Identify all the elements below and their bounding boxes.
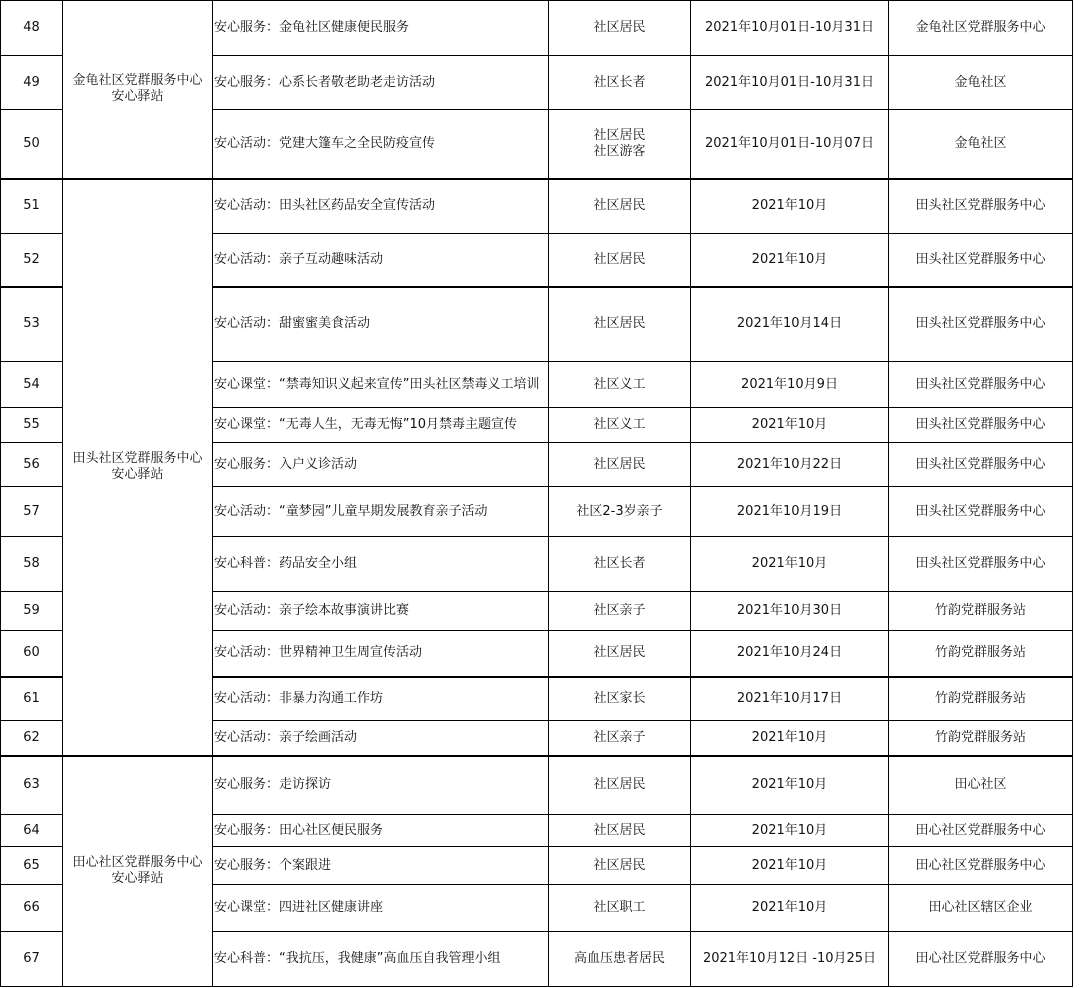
organizer: 金龟社区 (889, 110, 1073, 179)
row-number: 49 (1, 56, 63, 110)
activity-time: 2021年10月 (691, 179, 889, 234)
target-audience: 社区义工 (549, 362, 691, 408)
target-audience: 社区居民 (549, 179, 691, 234)
activity-name: 安心活动：甜蜜蜜美食活动 (213, 287, 549, 362)
row-number: 64 (1, 815, 63, 847)
table-row (1, 179, 1073, 234)
target-audience: 社区居民 社区游客 (549, 110, 691, 179)
target-audience: 社区义工 (549, 408, 691, 443)
target-audience: 社区家长 (549, 677, 691, 721)
activity-time: 2021年10月22日 (691, 443, 889, 487)
activity-name: 安心服务：走访探访 (213, 756, 549, 815)
target-audience: 社区居民 (549, 1, 691, 56)
activity-name: 安心科普：“我抗压，我健康”高血压自我管理小组 (213, 932, 549, 987)
activity-name: 安心活动：“童梦园”儿童早期发展教育亲子活动 (213, 487, 549, 537)
row-number: 66 (1, 885, 63, 932)
target-audience: 高血压患者居民 (549, 932, 691, 987)
activity-name: 安心科普：药品安全小组 (213, 537, 549, 592)
activity-time: 2021年10月12日 -10月25日 (691, 932, 889, 987)
activity-time: 2021年10月 (691, 721, 889, 756)
group-name: 田头社区党群服务中心 安心驿站 (63, 179, 213, 756)
organizer: 竹韵党群服务站 (889, 631, 1073, 677)
target-audience: 社区亲子 (549, 721, 691, 756)
activity-time: 2021年10月19日 (691, 487, 889, 537)
activity-time: 2021年10月01日-10月31日 (691, 56, 889, 110)
row-number: 52 (1, 234, 63, 287)
activity-time: 2021年10月 (691, 815, 889, 847)
group-name: 金龟社区党群服务中心 安心驿站 (63, 1, 213, 179)
row-number: 50 (1, 110, 63, 179)
activity-name: 安心服务：心系长者敬老助老走访活动 (213, 56, 549, 110)
row-number: 56 (1, 443, 63, 487)
activity-name: 安心课堂：“禁毒知识义起来宣传”田头社区禁毒义工培训 (213, 362, 549, 408)
organizer: 田心社区 (889, 756, 1073, 815)
target-audience: 社区居民 (549, 815, 691, 847)
activity-time: 2021年10月14日 (691, 287, 889, 362)
table-row (1, 1, 1073, 56)
organizer: 竹韵党群服务站 (889, 592, 1073, 631)
table-row (1, 756, 1073, 815)
organizer: 田心社区党群服务中心 (889, 847, 1073, 885)
row-number: 67 (1, 932, 63, 987)
target-audience: 社区长者 (549, 537, 691, 592)
activity-name: 安心服务：金龟社区健康便民服务 (213, 1, 549, 56)
target-audience: 社区长者 (549, 56, 691, 110)
activity-name: 安心服务：入户义诊活动 (213, 443, 549, 487)
activity-name: 安心活动：党建大篷车之全民防疫宣传 (213, 110, 549, 179)
row-number: 59 (1, 592, 63, 631)
organizer: 田心社区辖区企业 (889, 885, 1073, 932)
activity-time: 2021年10月30日 (691, 592, 889, 631)
activity-time: 2021年10月 (691, 847, 889, 885)
row-number: 54 (1, 362, 63, 408)
target-audience: 社区2-3岁亲子 (549, 487, 691, 537)
row-number: 58 (1, 537, 63, 592)
target-audience: 社区居民 (549, 287, 691, 362)
row-number: 62 (1, 721, 63, 756)
activity-name: 安心课堂：四进社区健康讲座 (213, 885, 549, 932)
organizer: 金龟社区 (889, 56, 1073, 110)
organizer: 田心社区党群服务中心 (889, 932, 1073, 987)
organizer: 田头社区党群服务中心 (889, 443, 1073, 487)
row-number: 65 (1, 847, 63, 885)
target-audience: 社区职工 (549, 885, 691, 932)
activity-name: 安心活动：世界精神卫生周宣传活动 (213, 631, 549, 677)
activity-name: 安心服务：个案跟进 (213, 847, 549, 885)
target-audience: 社区居民 (549, 443, 691, 487)
target-audience: 社区亲子 (549, 592, 691, 631)
activity-time: 2021年10月 (691, 756, 889, 815)
row-number: 57 (1, 487, 63, 537)
organizer: 田头社区党群服务中心 (889, 408, 1073, 443)
organizer: 田心社区党群服务中心 (889, 815, 1073, 847)
target-audience: 社区居民 (549, 631, 691, 677)
activity-time: 2021年10月 (691, 537, 889, 592)
activity-time: 2021年10月 (691, 885, 889, 932)
row-number: 60 (1, 631, 63, 677)
activity-time: 2021年10月 (691, 234, 889, 287)
organizer: 田头社区党群服务中心 (889, 287, 1073, 362)
organizer: 竹韵党群服务站 (889, 721, 1073, 756)
organizer: 田头社区党群服务中心 (889, 234, 1073, 287)
organizer: 金龟社区党群服务中心 (889, 1, 1073, 56)
target-audience: 社区居民 (549, 847, 691, 885)
activity-name: 安心活动：亲子绘本故事演讲比赛 (213, 592, 549, 631)
organizer: 竹韵党群服务站 (889, 677, 1073, 721)
activity-name: 安心活动：亲子绘画活动 (213, 721, 549, 756)
activity-name: 安心活动：非暴力沟通工作坊 (213, 677, 549, 721)
row-number: 63 (1, 756, 63, 815)
activity-name: 安心活动：田头社区药品安全宣传活动 (213, 179, 549, 234)
activity-time: 2021年10月 (691, 408, 889, 443)
activity-name: 安心活动：亲子互动趣味活动 (213, 234, 549, 287)
target-audience: 社区居民 (549, 234, 691, 287)
activity-time: 2021年10月9日 (691, 362, 889, 408)
row-number: 51 (1, 179, 63, 234)
organizer: 田头社区党群服务中心 (889, 537, 1073, 592)
row-number: 48 (1, 1, 63, 56)
organizer: 田头社区党群服务中心 (889, 179, 1073, 234)
activity-time: 2021年10月01日-10月31日 (691, 1, 889, 56)
group-name: 田心社区党群服务中心 安心驿站 (63, 756, 213, 987)
activity-time: 2021年10月24日 (691, 631, 889, 677)
organizer: 田头社区党群服务中心 (889, 362, 1073, 408)
activity-time: 2021年10月17日 (691, 677, 889, 721)
target-audience: 社区居民 (549, 756, 691, 815)
activity-name: 安心服务：田心社区便民服务 (213, 815, 549, 847)
row-number: 61 (1, 677, 63, 721)
activity-name: 安心课堂：“无毒人生，无毒无悔”10月禁毒主题宣传 (213, 408, 549, 443)
organizer: 田头社区党群服务中心 (889, 487, 1073, 537)
activity-time: 2021年10月01日-10月07日 (691, 110, 889, 179)
row-number: 53 (1, 287, 63, 362)
row-number: 55 (1, 408, 63, 443)
